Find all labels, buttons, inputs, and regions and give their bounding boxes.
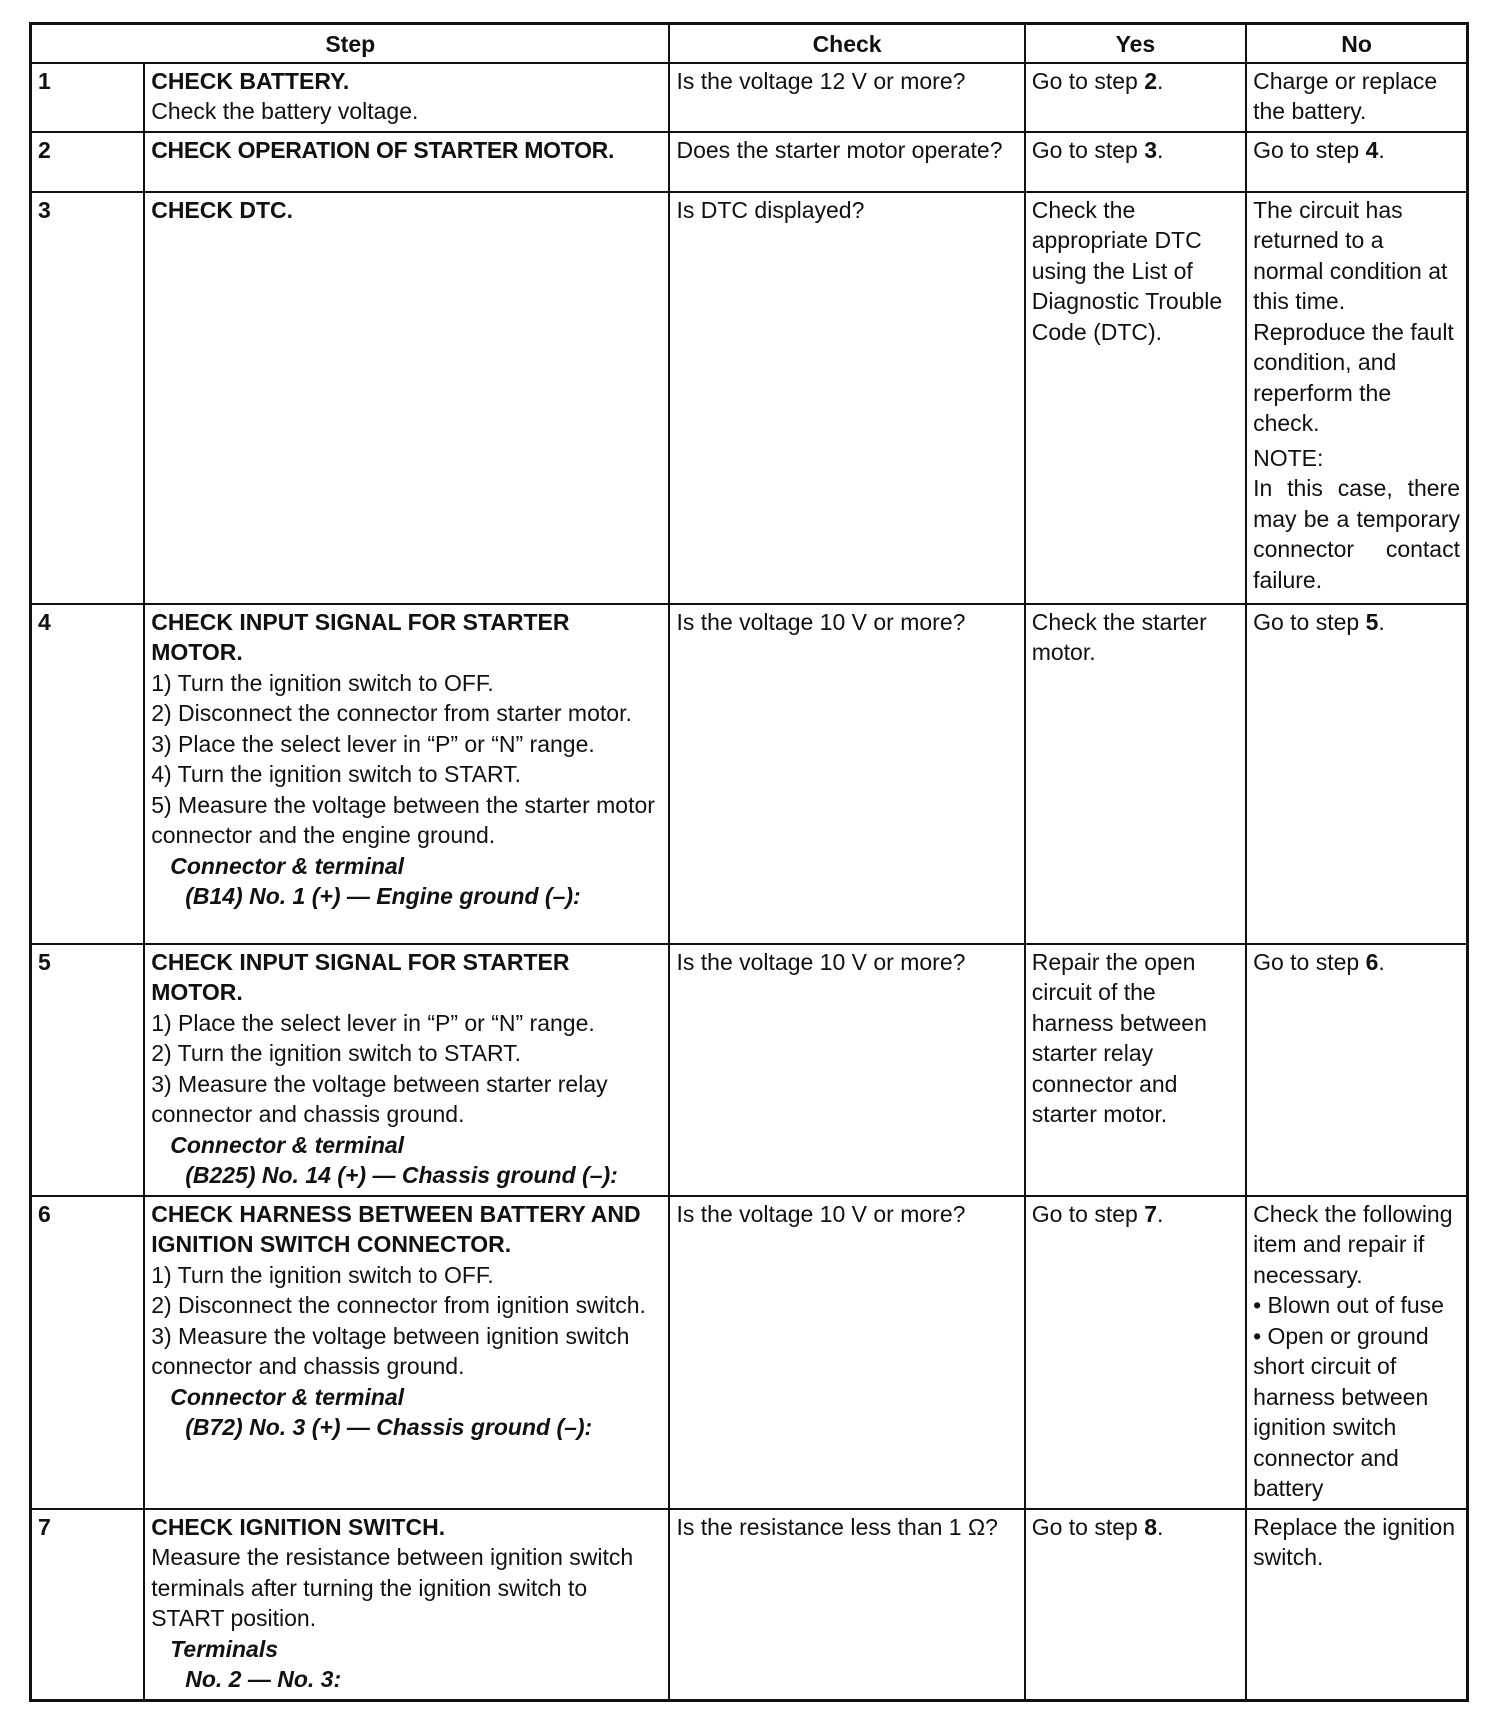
yes-step-ref[interactable]: 3	[1144, 136, 1158, 163]
step-title: CHECK BATTERY.	[151, 67, 350, 94]
table-row	[31, 132, 1468, 192]
step-title: CHECK DTC.	[151, 196, 294, 223]
spec-value: No. 2 — No. 3:	[185, 1666, 342, 1692]
step-cell	[144, 192, 669, 604]
table-row	[31, 192, 1468, 604]
no-cell	[1246, 604, 1467, 944]
step-cell	[144, 944, 669, 1196]
no-cell	[1246, 132, 1467, 192]
yes-step-ref[interactable]: 2	[1144, 67, 1158, 94]
check-cell: Is the voltage 10 V or more?	[669, 604, 1024, 944]
step-number: 4	[31, 604, 145, 944]
check-cell: Is the voltage 10 V or more?	[669, 1196, 1024, 1509]
yes-text: Go to step	[1031, 1513, 1145, 1540]
no-cell: Replace the ignition switch.	[1246, 1509, 1467, 1701]
no-punct: .	[1378, 608, 1385, 635]
yes-punct: .	[1157, 1513, 1164, 1540]
table-row	[31, 63, 1468, 132]
step-line: 1) Place the select lever in “P” or “N” range.	[151, 1009, 595, 1036]
no-cell: Charge or replace the battery.	[1246, 63, 1467, 132]
table-row	[31, 944, 1468, 1196]
spec-label: Connector & terminal	[170, 1131, 405, 1158]
diagnosis-table	[29, 22, 1469, 1702]
step-cell	[144, 604, 669, 944]
no-cell	[1246, 1196, 1467, 1509]
yes-cell: Repair the open circuit of the harness between starter relay connector and starter motor.	[1025, 944, 1246, 1196]
yes-text: Go to step	[1031, 136, 1145, 163]
table-row	[31, 1509, 1468, 1701]
spec-label: Terminals	[170, 1635, 279, 1662]
yes-text: Go to step	[1031, 1200, 1145, 1227]
check-cell: Is DTC displayed?	[669, 192, 1024, 604]
no-step-ref[interactable]: 4	[1365, 136, 1379, 163]
step-line: Measure the resistance between ignition switch terminals after turning the ignition switch to START position.	[151, 1544, 634, 1631]
step-number: 5	[31, 944, 145, 1196]
step-number: 6	[31, 1196, 145, 1509]
spec-label: Connector & terminal	[170, 852, 405, 879]
yes-cell	[1025, 1196, 1246, 1509]
yes-cell: Check the starter motor.	[1025, 604, 1246, 944]
note-label: NOTE:	[1253, 444, 1324, 471]
yes-step-ref[interactable]: 7	[1144, 1200, 1158, 1227]
yes-cell: Check the appropriate DTC using the List of Diagnostic Trouble Code (DTC).	[1025, 192, 1246, 604]
table-header	[31, 24, 1468, 63]
no-cell	[1246, 192, 1467, 604]
step-number: 7	[31, 1509, 145, 1701]
step-number: 1	[31, 63, 145, 132]
step-title: CHECK OPERATION OF STARTER MOTOR.	[151, 136, 615, 163]
no-bullet: • Blown out of fuse	[1253, 1292, 1444, 1318]
step-cell	[144, 1196, 669, 1509]
step-line: 2) Disconnect the connector from ignition switch.	[151, 1292, 646, 1318]
check-cell: Is the resistance less than 1 Ω?	[669, 1509, 1024, 1701]
step-line: 1) Turn the ignition switch to OFF.	[151, 669, 494, 696]
step-title: CHECK IGNITION SWITCH.	[151, 1513, 446, 1540]
note-text: In this case, there may be a temporary connector contact failure.	[1253, 475, 1460, 593]
no-punct: .	[1378, 948, 1385, 975]
header-check: Check	[669, 24, 1024, 63]
spec-value: (B14) No. 1 (+) — Engine ground (–):	[185, 883, 581, 909]
header-step: Step	[31, 24, 670, 63]
check-cell: Is the voltage 10 V or more?	[669, 944, 1024, 1196]
step-number: 3	[31, 192, 145, 604]
step-line: 3) Measure the voltage between ignition switch connector and chassis ground.	[151, 1322, 630, 1379]
no-text: Check the following item and repair if necessary.	[1253, 1200, 1453, 1288]
step-line: 1) Turn the ignition switch to OFF.	[151, 1261, 494, 1288]
yes-cell	[1025, 63, 1246, 132]
no-text: The circuit has returned to a normal condition at this time. Reproduce the fault condition, and reperform the check.	[1253, 196, 1454, 436]
check-cell: Is the voltage 12 V or more?	[669, 63, 1024, 132]
spec-value: (B225) No. 14 (+) — Chassis ground (–):	[185, 1162, 618, 1188]
yes-text: Go to step	[1031, 67, 1145, 94]
yes-punct: .	[1157, 1200, 1164, 1227]
step-title: CHECK HARNESS BETWEEN BATTERY AND IGNITION SWITCH CONNECTOR.	[151, 1200, 641, 1257]
no-text: Go to step	[1253, 136, 1366, 163]
no-bullet: • Open or ground short circuit of harness between ignition switch connector and battery	[1253, 1322, 1429, 1501]
table-row	[31, 604, 1468, 944]
step-cell	[144, 1509, 669, 1701]
table-row	[31, 1196, 1468, 1509]
yes-cell	[1025, 132, 1246, 192]
yes-punct: .	[1157, 136, 1164, 163]
check-cell: Does the starter motor operate?	[669, 132, 1024, 192]
header-yes: Yes	[1025, 24, 1246, 63]
no-text: Go to step	[1253, 608, 1366, 635]
no-text: Go to step	[1253, 948, 1366, 975]
step-line: 5) Measure the voltage between the starter motor connector and the engine ground.	[151, 791, 655, 848]
no-cell	[1246, 944, 1467, 1196]
no-step-ref[interactable]: 5	[1365, 608, 1379, 635]
step-cell	[144, 63, 669, 132]
step-line: 3) Measure the voltage between starter relay connector and chassis ground.	[151, 1070, 608, 1127]
step-title: CHECK INPUT SIGNAL FOR STARTER MOTOR.	[151, 948, 570, 1005]
spec-label: Connector & terminal	[170, 1383, 405, 1410]
yes-step-ref[interactable]: 8	[1144, 1513, 1158, 1540]
step-cell	[144, 132, 669, 192]
step-line: 2) Turn the ignition switch to START.	[151, 1040, 522, 1066]
step-line: 2) Disconnect the connector from starter motor.	[151, 700, 632, 726]
step-line: Check the battery voltage.	[151, 98, 419, 124]
step-line: 4) Turn the ignition switch to START.	[151, 761, 522, 787]
yes-punct: .	[1157, 67, 1164, 94]
header-row	[31, 24, 1468, 63]
no-step-ref[interactable]: 6	[1365, 948, 1379, 975]
header-no: No	[1246, 24, 1467, 63]
yes-cell	[1025, 1509, 1246, 1701]
table-body	[31, 63, 1468, 1701]
step-number: 2	[31, 132, 145, 192]
no-punct: .	[1378, 136, 1385, 163]
step-line: 3) Place the select lever in “P” or “N” range.	[151, 730, 595, 757]
step-title: CHECK INPUT SIGNAL FOR STARTER MOTOR.	[151, 608, 570, 665]
spec-value: (B72) No. 3 (+) — Chassis ground (–):	[185, 1414, 593, 1440]
